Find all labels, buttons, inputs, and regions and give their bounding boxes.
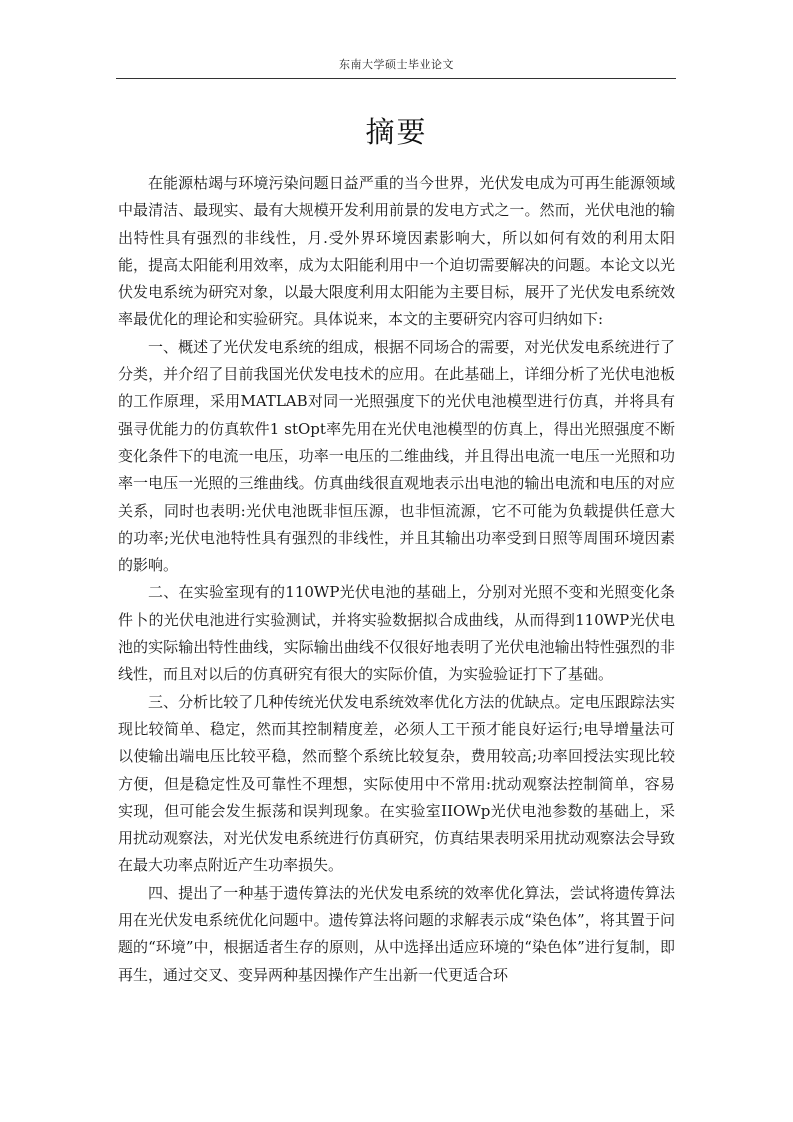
paragraph-item-3: 三、分析比较了几种传统光伏发电系统效率优化方法的优缺点。定电压跟踪法实现比较简单、稳定，然而其控制精度差，必须人工干预才能良好运行;电导增量法可以使输出端电压比较平稳，然而整个系统比较复杂，费用较高;功率回授法实现比较方便，但是稳定性及可靠性不理想，实际使用中不常用:扰动观察法控制简单，容易实现，但可能会发生振荡和误判现象。在实验室IIOWp光伏电池参数的基础上，采用扰动观察法，对光伏发电系统进行仿真研究，仿真结果表明采用扰动观察法会导致在最大功率点附近产生功率损失。 — [118, 692, 675, 875]
paragraph-item-4: 四、提出了一种基于遗传算法的光伏发电系统的效率优化算法，尝试将遗传算法用在光伏发电系统优化问题中。遗传算法将问题的求解表示成“染色体”，将其置于问题的“环境”中，根据适者生存的原则，从中选择出适应环境的“染色体”进行复制，即再生，通过交叉、变异两种基因操作产生出新一代更适合环 — [118, 883, 675, 984]
paragraph-item-2: 二、在实验室现有的110WP光伏电池的基础上，分别对光照不变和光照变化条件卜的光伏电池进行实验测试，并将实验数据拟合成曲线，从而得到110WP光伏电池的实际输出特性曲线，实际输出曲线不仅很好地表明了光伏电池输出特性强烈的非线性，而且对以后的仿真研究有很大的实际价值，为实验验证打下了基础。 — [118, 583, 675, 684]
running-header: 东南大学硕士毕业论文 — [339, 58, 454, 71]
page-title: 摘要 — [365, 115, 428, 149]
paragraph-intro: 在能源枯竭与环境污染问题日益严重的当今世界，光伏发电成为可再生能源领域中最清洁、最现实、最有大规模开发利用前景的发电方式之一。然而，光伏电池的输出特性具有强烈的非线性，月.受外界环境因素影响大，所以如何有效的利用太阳能，提高太阳能利用效率，成为太阳能利用中一个迫切需要解决的问题。本论文以光伏发电系统为研究对象，以最大限度利用太阳能为主要目标，展开了光伏发电系统效率最优化的理论和实验研究。具体说来，本文的主要研究内容可归纳如下: — [118, 174, 675, 329]
header-rule — [116, 78, 676, 79]
abstract-body — [118, 170, 675, 989]
paragraph-item-1: 一、概述了光伏发电系统的组成，根据不同场合的需要，对光伏发电系统进行了分类，并介绍了目前我国光伏发电技术的应用。在此基础上，详细分析了光伏电池板的工作原理，采用MATLAB对同一光照强度下的光伏电池模型进行仿真，并将具有强寻优能力的仿真软件1 stOpt率先用在光伏电池模型的仿真上，得出光照强度不断变化条件下的电流一电压，功率一电压的二维曲线，并且得出电流一电压一光照和功率一电压一光照的三维曲线。仿真曲线很直观地表示出电池的输出电流和电压的对应关系，同时也表明:光伏电池既非恒压源，也非恒流源，它不可能为负载提供任意大的功率;光伏电池特性具有强烈的非线性，并且其输出功率受到日照等周围环境因素的影响。 — [118, 337, 675, 575]
